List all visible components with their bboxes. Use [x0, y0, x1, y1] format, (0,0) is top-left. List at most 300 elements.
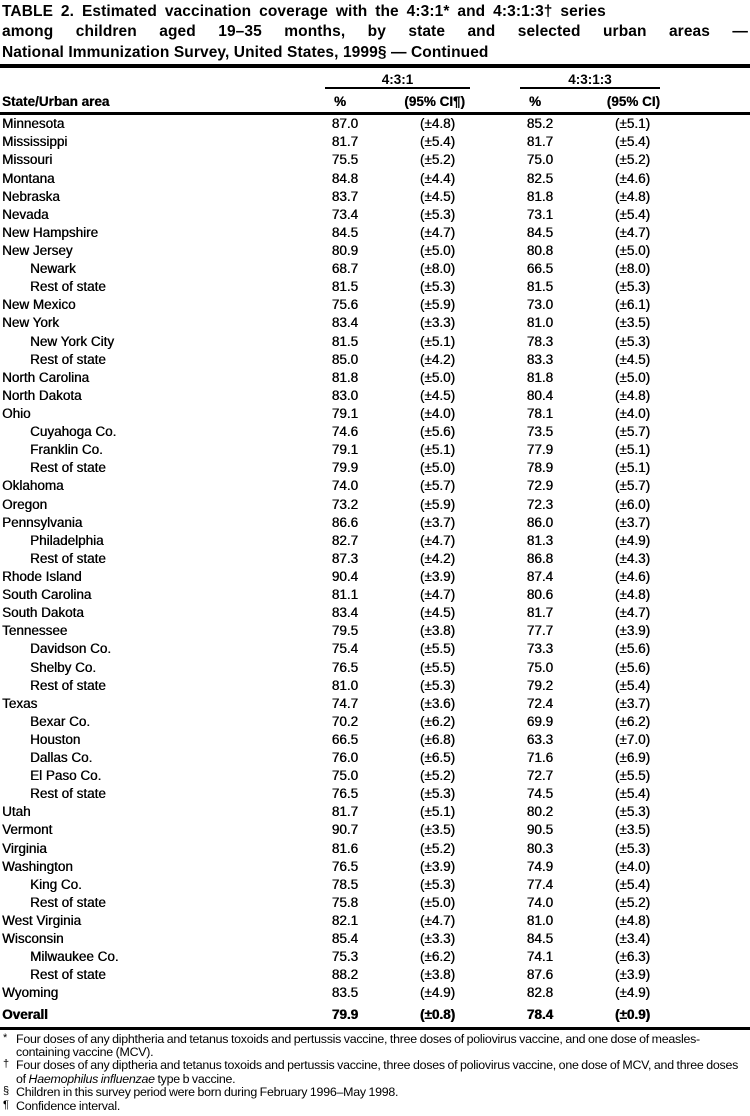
row-spacer	[655, 894, 750, 912]
ci-4313-cell: (±4.8)	[614, 913, 650, 929]
table-row	[0, 133, 750, 151]
table-row	[0, 640, 750, 658]
pct-4313-cell: 80.3	[526, 840, 553, 856]
pct-4313-cell: 81.5	[526, 279, 553, 295]
table-row	[0, 115, 750, 133]
ci-431-cell: (±4.4)	[419, 170, 455, 186]
row-spacer	[655, 278, 750, 296]
row-spacer	[655, 260, 750, 278]
area-cell: Davidson Co.	[30, 641, 112, 657]
table-row	[0, 821, 750, 839]
pct-4313-cell: 75.0	[526, 659, 553, 675]
ci-4313-cell: (±3.9)	[614, 623, 650, 639]
pct-431-cell: 76.5	[331, 786, 358, 802]
overall-row	[0, 1004, 750, 1025]
pct-431-cell: 81.0	[331, 677, 358, 693]
row-spacer	[655, 459, 750, 477]
group-header-4313: 4:3:1:3	[520, 72, 660, 89]
pct-4313-cell: 79.2	[526, 677, 553, 693]
table-row	[0, 459, 750, 477]
ci-4313-cell: (±6.1)	[614, 297, 650, 313]
table-row	[0, 803, 750, 821]
area-cell: New Hampshire	[2, 224, 99, 240]
footnote-text: Four doses of any diphtheria and tetanus toxoids and pertussis vaccine, three doses of poliovirus vaccine, and one dose of measles-containing vaccine (MCV).	[16, 1031, 700, 1059]
row-spacer	[655, 242, 750, 260]
footnotes	[0, 1030, 750, 1113]
area-cell: Texas	[2, 695, 38, 711]
ci-4313-cell: (±5.5)	[614, 768, 650, 784]
ci-431-cell: (±3.6)	[419, 695, 455, 711]
pct-431-cell: 76.5	[331, 659, 358, 675]
ci-4313-cell: (±4.3)	[614, 550, 650, 566]
pct-431-cell: 66.5	[331, 731, 358, 747]
pct-431-cell: 79.1	[331, 442, 358, 458]
area-cell: Philadelphia	[30, 532, 104, 548]
ci-4313-cell: (±6.0)	[614, 496, 650, 512]
row-spacer	[655, 405, 750, 423]
area-cell: Virginia	[2, 840, 47, 856]
row-spacer	[655, 477, 750, 495]
ci-431-cell: (±5.5)	[419, 641, 455, 657]
ci-4313-cell: (±4.6)	[614, 170, 650, 186]
row-spacer	[655, 314, 750, 332]
row-spacer	[655, 550, 750, 568]
ci-431-cell: (±5.0)	[419, 369, 455, 385]
ci-431-cell: (±5.7)	[419, 478, 455, 494]
ci-431-cell: (±5.3)	[419, 677, 455, 693]
title-line-3: National Immunization Survey, United States, 1999§ — Continued	[2, 43, 489, 61]
pct-431-cell: 81.8	[331, 369, 358, 385]
ci-4313-cell: (±6.2)	[614, 713, 650, 729]
pct-4313-cell: 74.0	[526, 894, 553, 910]
pct-4313-cell: 85.2	[526, 116, 553, 132]
pct-4313-cell: 63.3	[526, 731, 553, 747]
overall-ci-4313: (±0.9)	[614, 1006, 650, 1022]
table-row	[0, 496, 750, 514]
area-cell: Vermont	[2, 822, 53, 838]
pct-4313-cell: 81.7	[526, 134, 553, 150]
ci-431-cell: (±4.2)	[419, 550, 455, 566]
table-row	[0, 568, 750, 586]
area-cell: Oklahoma	[2, 478, 64, 494]
ci-4313-cell: (±4.9)	[614, 532, 650, 548]
area-cell: Rhode Island	[2, 568, 82, 584]
table-row	[0, 894, 750, 912]
pct-4313-cell: 75.0	[526, 152, 553, 168]
area-cell: New Mexico	[2, 297, 76, 313]
row-spacer	[655, 188, 750, 206]
ci-4313-cell: (±3.5)	[614, 315, 650, 331]
pct-4313-cell: 81.0	[526, 315, 553, 331]
ci-4313-cell: (±6.9)	[614, 750, 650, 766]
area-cell: Dallas Co.	[30, 750, 93, 766]
table-row	[0, 514, 750, 532]
pct-431-cell: 87.0	[331, 116, 358, 132]
ci-4313-cell: (±5.7)	[614, 424, 650, 440]
area-cell: Tennessee	[2, 623, 68, 639]
pct-431-cell: 75.0	[331, 768, 358, 784]
pct-4313-cell: 81.7	[526, 605, 553, 621]
row-spacer	[655, 423, 750, 441]
pct-4313-cell: 86.8	[526, 550, 553, 566]
area-cell: Pennsylvania	[2, 514, 83, 530]
ci-431-cell: (±3.9)	[419, 568, 455, 584]
ci-4313-cell: (±7.0)	[614, 731, 650, 747]
area-cell: New York City	[30, 333, 115, 349]
ci-4313-cell: (±8.0)	[614, 261, 650, 277]
row-spacer	[655, 731, 750, 749]
footnote-marker: §	[3, 1085, 9, 1098]
ci-431-cell: (±3.8)	[419, 623, 455, 639]
column-label-row	[0, 93, 750, 110]
pct-431-cell: 81.6	[331, 840, 358, 856]
table-row	[0, 767, 750, 785]
pct-431-cell: 74.6	[331, 424, 358, 440]
row-spacer	[655, 622, 750, 640]
pct-431-cell: 81.5	[331, 279, 358, 295]
footnote	[3, 1059, 748, 1086]
row-spacer	[655, 133, 750, 151]
table-row	[0, 677, 750, 695]
area-cell: South Carolina	[2, 587, 92, 603]
row-spacer	[655, 640, 750, 658]
pct-431-cell: 83.4	[331, 605, 358, 621]
pct-431-cell: 81.7	[331, 134, 358, 150]
pct-431-cell: 83.5	[331, 985, 358, 1001]
pct-4313-cell: 80.4	[526, 387, 553, 403]
group-header-431: 4:3:1	[325, 72, 470, 89]
pct-4313-cell: 73.5	[526, 424, 553, 440]
ci-431-cell: (±6.2)	[419, 949, 455, 965]
area-cell: El Paso Co.	[30, 768, 102, 784]
overall-spacer	[655, 1004, 750, 1025]
pct-431-cell: 83.7	[331, 188, 358, 204]
row-spacer	[655, 206, 750, 224]
ci-4313-cell: (±4.7)	[614, 605, 650, 621]
table-row	[0, 333, 750, 351]
pct-4313-cell: 69.9	[526, 713, 553, 729]
table-title	[0, 2, 750, 63]
area-cell: Washington	[2, 858, 73, 874]
row-spacer	[655, 369, 750, 387]
pct-4313-cell: 83.3	[526, 351, 553, 367]
row-spacer	[655, 930, 750, 948]
ci-431-cell: (±5.3)	[419, 786, 455, 802]
ci-4313-cell: (±5.6)	[614, 641, 650, 657]
ci-431-cell: (±5.3)	[419, 279, 455, 295]
ci-4313-cell: (±5.4)	[614, 677, 650, 693]
col-header-pct-4313: %	[528, 94, 541, 110]
ci-4313-cell: (±4.8)	[614, 587, 650, 603]
ci-431-cell: (±5.3)	[419, 206, 455, 222]
ci-431-cell: (±6.5)	[419, 750, 455, 766]
table-row	[0, 948, 750, 966]
area-cell: Rest of state	[30, 351, 106, 367]
pct-431-cell: 75.4	[331, 641, 358, 657]
ci-4313-cell: (±5.3)	[614, 279, 650, 295]
pct-4313-cell: 84.5	[526, 931, 553, 947]
ci-431-cell: (±5.2)	[419, 152, 455, 168]
footnote-text: type b vaccine.	[154, 1071, 236, 1086]
pct-431-cell: 84.8	[331, 170, 358, 186]
row-spacer	[655, 677, 750, 695]
pct-4313-cell: 73.0	[526, 297, 553, 313]
pct-431-cell: 75.6	[331, 297, 358, 313]
table-row	[0, 170, 750, 188]
pct-431-cell: 83.4	[331, 315, 358, 331]
ci-4313-cell: (±5.1)	[614, 460, 650, 476]
ci-4313-cell: (±5.3)	[614, 804, 650, 820]
pct-431-cell: 86.6	[331, 514, 358, 530]
ci-431-cell: (±4.7)	[419, 532, 455, 548]
table-body	[0, 115, 750, 1002]
pct-4313-cell: 90.5	[526, 822, 553, 838]
pct-4313-cell: 66.5	[526, 261, 553, 277]
ci-4313-cell: (±6.3)	[614, 949, 650, 965]
table-row	[0, 151, 750, 169]
ci-4313-cell: (±3.9)	[614, 967, 650, 983]
table-row	[0, 984, 750, 1002]
overall-pct-431: 79.9	[331, 1006, 358, 1022]
row-spacer	[655, 984, 750, 1002]
table-row	[0, 659, 750, 677]
pct-431-cell: 78.5	[331, 876, 358, 892]
row-spacer	[655, 586, 750, 604]
ci-431-cell: (±4.5)	[419, 605, 455, 621]
pct-4313-cell: 72.4	[526, 695, 553, 711]
ci-431-cell: (±5.1)	[419, 804, 455, 820]
area-cell: Ohio	[2, 405, 31, 421]
area-cell: Nebraska	[2, 188, 60, 204]
pct-4313-cell: 81.8	[526, 188, 553, 204]
row-spacer	[655, 296, 750, 314]
ci-4313-cell: (±5.0)	[614, 369, 650, 385]
title-line-2: among children aged 19–35 months, by state and selected urban areas —	[2, 23, 748, 41]
row-spacer	[655, 532, 750, 550]
pct-431-cell: 85.0	[331, 351, 358, 367]
pct-431-cell: 81.1	[331, 587, 358, 603]
row-spacer	[655, 821, 750, 839]
ci-431-cell: (±3.3)	[419, 315, 455, 331]
pct-431-cell: 87.3	[331, 550, 358, 566]
pct-431-cell: 74.7	[331, 695, 358, 711]
ci-4313-cell: (±5.3)	[614, 840, 650, 856]
pct-4313-cell: 80.8	[526, 242, 553, 258]
area-cell: New Jersey	[2, 242, 73, 258]
ci-4313-cell: (±5.2)	[614, 894, 650, 910]
pct-4313-cell: 72.7	[526, 768, 553, 784]
ci-431-cell: (±4.0)	[419, 405, 455, 421]
ci-431-cell: (±5.0)	[419, 894, 455, 910]
col-header-ci-431: (95% CI¶)	[404, 94, 465, 110]
table-row	[0, 840, 750, 858]
table-row	[0, 441, 750, 459]
table-row	[0, 405, 750, 423]
ci-431-cell: (±5.0)	[419, 460, 455, 476]
area-cell: Missouri	[2, 152, 53, 168]
ci-4313-cell: (±4.0)	[614, 405, 650, 421]
pct-4313-cell: 77.7	[526, 623, 553, 639]
pct-431-cell: 75.8	[331, 894, 358, 910]
ci-431-cell: (±5.9)	[419, 496, 455, 512]
row-spacer	[655, 803, 750, 821]
row-spacer	[655, 966, 750, 984]
row-spacer	[655, 713, 750, 731]
area-cell: Rest of state	[30, 550, 106, 566]
ci-431-cell: (±5.6)	[419, 424, 455, 440]
footnote-text: Four doses of any diptheria and tetanus toxoids and pertussis vaccine, three doses of poliovirus vaccine, one dose of MCV, and three doses of	[16, 1058, 739, 1086]
pct-4313-cell: 81.3	[526, 532, 553, 548]
ci-431-cell: (±4.7)	[419, 587, 455, 603]
area-cell: North Dakota	[2, 387, 82, 403]
ci-431-cell: (±6.8)	[419, 731, 455, 747]
pct-4313-cell: 77.4	[526, 876, 553, 892]
table-row	[0, 622, 750, 640]
footnote-marker: *	[3, 1031, 8, 1044]
area-cell: Utah	[2, 804, 31, 820]
row-spacer	[655, 115, 750, 133]
table-row	[0, 351, 750, 369]
pct-431-cell: 82.1	[331, 913, 358, 929]
table-row	[0, 278, 750, 296]
pct-431-cell: 79.5	[331, 623, 358, 639]
table-row	[0, 260, 750, 278]
title-line-1: TABLE 2. Estimated vaccination coverage with the 4:3:1* and 4:3:1:3† series	[2, 3, 606, 20]
ci-431-cell: (±8.0)	[419, 261, 455, 277]
overall-pct-4313: 78.4	[526, 1006, 553, 1022]
area-cell: Montana	[2, 170, 55, 186]
ci-431-cell: (±4.5)	[419, 387, 455, 403]
area-cell: Mississippi	[2, 134, 68, 150]
ci-4313-cell: (±5.1)	[614, 442, 650, 458]
ci-431-cell: (±4.8)	[419, 116, 455, 132]
ci-4313-cell: (±5.4)	[614, 876, 650, 892]
ci-4313-cell: (±3.7)	[614, 695, 650, 711]
pct-4313-cell: 81.8	[526, 369, 553, 385]
table-row	[0, 296, 750, 314]
table-row	[0, 314, 750, 332]
footnote-italic-text: Haemophilus influenzae	[28, 1071, 155, 1086]
table-row	[0, 912, 750, 930]
area-cell: Newark	[30, 261, 76, 277]
row-spacer	[655, 840, 750, 858]
header-spacer	[655, 93, 750, 110]
row-spacer	[655, 876, 750, 894]
table-row	[0, 749, 750, 767]
pct-431-cell: 84.5	[331, 224, 358, 240]
pct-431-cell: 81.7	[331, 804, 358, 820]
pct-4313-cell: 82.5	[526, 170, 553, 186]
row-spacer	[655, 441, 750, 459]
ci-431-cell: (±4.7)	[419, 224, 455, 240]
pct-4313-cell: 72.9	[526, 478, 553, 494]
area-cell: Minnesota	[2, 116, 65, 132]
pct-4313-cell: 81.0	[526, 913, 553, 929]
ci-431-cell: (±5.4)	[419, 134, 455, 150]
pct-431-cell: 79.1	[331, 405, 358, 421]
overall-ci-431: (±0.8)	[419, 1006, 455, 1022]
row-spacer	[655, 695, 750, 713]
pct-431-cell: 90.7	[331, 822, 358, 838]
pct-4313-cell: 87.4	[526, 568, 553, 584]
ci-4313-cell: (±5.4)	[614, 206, 650, 222]
ci-431-cell: (±5.2)	[419, 768, 455, 784]
row-spacer	[655, 604, 750, 622]
area-cell: Shelby Co.	[30, 659, 97, 675]
table-row	[0, 550, 750, 568]
row-spacer	[655, 333, 750, 351]
ci-4313-cell: (±5.3)	[614, 333, 650, 349]
ci-4313-cell: (±3.7)	[614, 514, 650, 530]
ci-431-cell: (±4.2)	[419, 351, 455, 367]
table-row	[0, 586, 750, 604]
area-cell: Franklin Co.	[30, 442, 103, 458]
row-spacer	[655, 568, 750, 586]
pct-431-cell: 79.9	[331, 460, 358, 476]
row-spacer	[655, 948, 750, 966]
row-spacer	[655, 351, 750, 369]
ci-4313-cell: (±5.0)	[614, 242, 650, 258]
row-spacer	[655, 785, 750, 803]
ci-4313-cell: (±3.5)	[614, 822, 650, 838]
table-row	[0, 242, 750, 260]
table-row	[0, 604, 750, 622]
ci-431-cell: (±5.3)	[419, 876, 455, 892]
ci-431-cell: (±5.0)	[419, 242, 455, 258]
pct-431-cell: 73.2	[331, 496, 358, 512]
pct-431-cell: 83.0	[331, 387, 358, 403]
ci-4313-cell: (±5.4)	[614, 786, 650, 802]
pct-4313-cell: 80.6	[526, 587, 553, 603]
table-row	[0, 695, 750, 713]
area-cell: Nevada	[2, 206, 49, 222]
ci-431-cell: (±3.7)	[419, 514, 455, 530]
pct-431-cell: 90.4	[331, 568, 358, 584]
table-row	[0, 876, 750, 894]
table-row	[0, 785, 750, 803]
area-cell: Rest of state	[30, 677, 106, 693]
table-column-headers	[0, 68, 750, 112]
pct-431-cell: 76.0	[331, 750, 358, 766]
table-row	[0, 224, 750, 242]
row-spacer	[655, 912, 750, 930]
pct-4313-cell: 78.9	[526, 460, 553, 476]
table-row	[0, 930, 750, 948]
table-row	[0, 731, 750, 749]
ci-4313-cell: (±4.8)	[614, 387, 650, 403]
ci-4313-cell: (±5.2)	[614, 152, 650, 168]
row-spacer	[655, 224, 750, 242]
ci-4313-cell: (±4.0)	[614, 858, 650, 874]
table-row	[0, 532, 750, 550]
ci-4313-cell: (±5.7)	[614, 478, 650, 494]
ci-4313-cell: (±4.9)	[614, 985, 650, 1001]
pct-431-cell: 88.2	[331, 967, 358, 983]
row-spacer	[655, 151, 750, 169]
table-row	[0, 188, 750, 206]
ci-431-cell: (±5.1)	[419, 333, 455, 349]
area-cell: Bexar Co.	[30, 713, 91, 729]
pct-4313-cell: 86.0	[526, 514, 553, 530]
col-header-ci-4313: (95% CI)	[606, 94, 660, 110]
ci-4313-cell: (±4.5)	[614, 351, 650, 367]
ci-4313-cell: (±5.1)	[614, 116, 650, 132]
pct-4313-cell: 87.6	[526, 967, 553, 983]
ci-431-cell: (±5.1)	[419, 442, 455, 458]
ci-431-cell: (±3.3)	[419, 931, 455, 947]
area-cell: Rest of state	[30, 279, 106, 295]
pct-4313-cell: 78.3	[526, 333, 553, 349]
